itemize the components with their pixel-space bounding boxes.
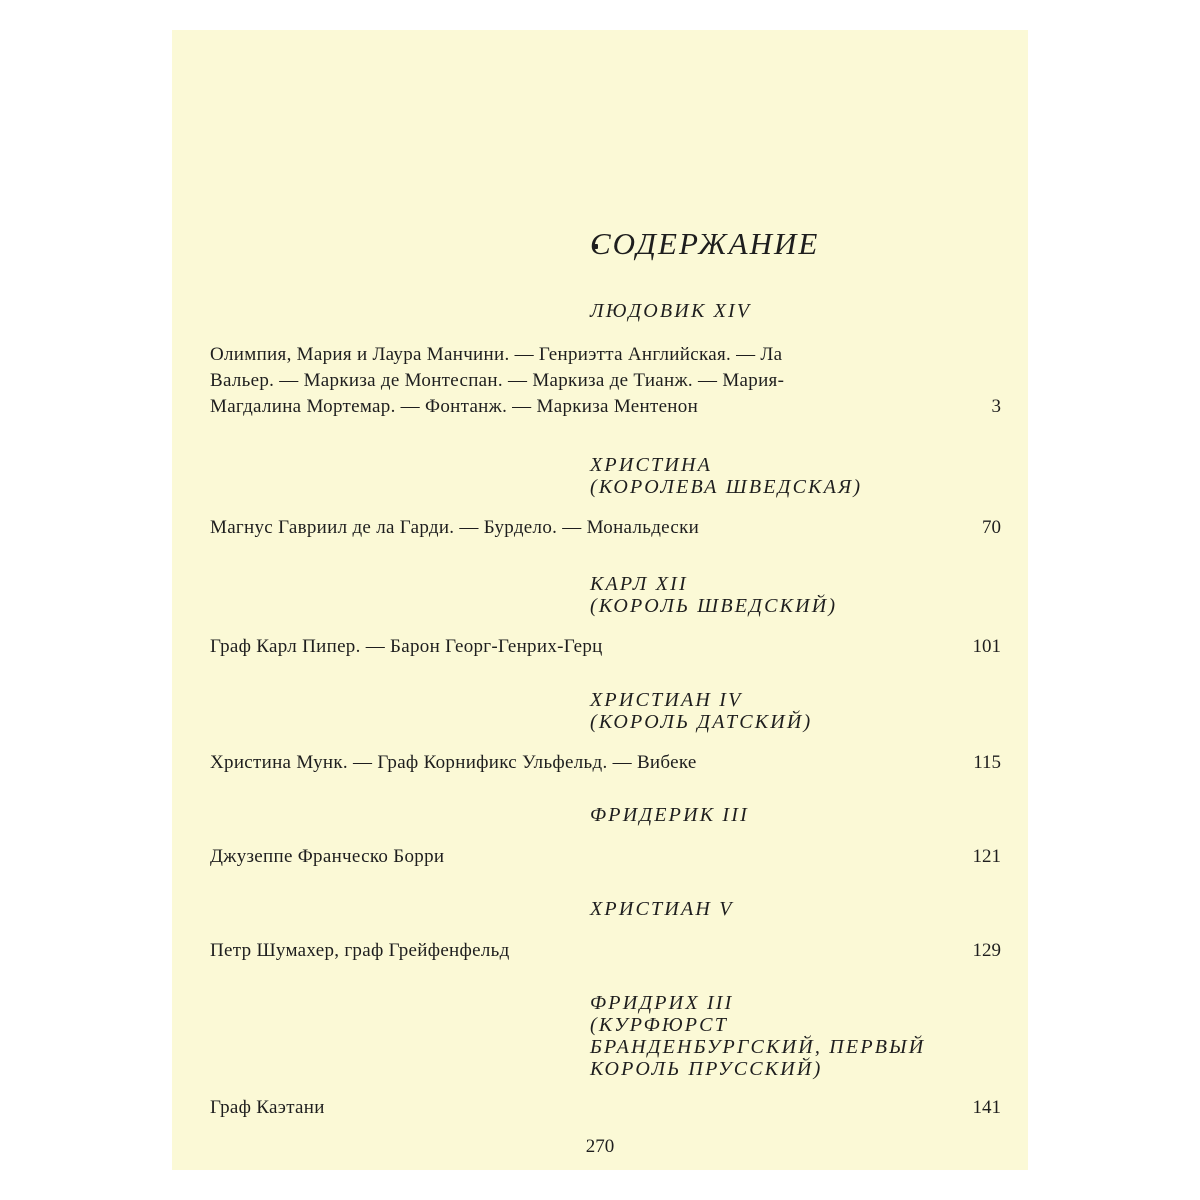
entry-line: Христина Мунк. — Граф Корнификс Ульфельд. — Вибеке: [210, 752, 697, 773]
heading-line: БРАНДЕНБУРГСКИЙ, ПЕРВЫЙ: [590, 1036, 926, 1058]
section-heading: [590, 300, 751, 322]
heading-line: ХРИСТИАН V: [590, 898, 734, 920]
entry-page-number: 70: [982, 517, 1001, 538]
entry-text: [210, 844, 444, 870]
heading-line: КАРЛ XII: [590, 573, 688, 595]
folio-page-number: 270: [585, 1136, 615, 1157]
heading-line: (КОРОЛЬ ШВЕДСКИЙ): [590, 595, 838, 617]
entry-page-number: 141: [972, 1097, 1001, 1118]
entry-text: [210, 515, 699, 541]
entry-text: [210, 1095, 325, 1121]
entry-page-number: 121: [972, 846, 1001, 867]
entry-line: Граф Карл Пипер. — Барон Георг-Генрих-Герц: [210, 636, 603, 657]
section-heading: [590, 689, 812, 733]
section-heading: [590, 992, 925, 1080]
heading-line: (КОРОЛЬ ДАТСКИЙ): [590, 711, 813, 733]
page-title: СОДЕРЖАНИЕ: [590, 226, 820, 261]
heading-line: ФРИДРИХ III: [590, 992, 734, 1014]
entry-line: Олимпия, Мария и Лаура Манчини. — Генриэтта Английская. — Ла: [210, 344, 783, 365]
entry-text: [210, 750, 697, 776]
section-heading: [590, 573, 837, 617]
section-heading: [590, 454, 862, 498]
entry-line: Магнус Гавриил де ла Гарди. — Бурдело. — Мональдески: [210, 517, 700, 538]
heading-line: ФРИДЕРИК III: [590, 804, 750, 826]
heading-line: ХРИСТИНА: [590, 454, 713, 476]
entry-line: Джузеппе Франческо Борри: [210, 846, 445, 867]
entry-page-number: 101: [972, 636, 1001, 657]
entry-line: Вальер. — Маркиза де Монтеспан. — Маркиза де Тианж. — Мария-: [210, 370, 785, 391]
heading-line: (КОРОЛЕВА ШВЕДСКАЯ): [590, 476, 863, 498]
heading-line: КОРОЛЬ ПРУССКИЙ): [590, 1058, 823, 1080]
entry-line: Петр Шумахер, граф Грейфенфельд: [210, 940, 510, 961]
entry-text: [210, 342, 784, 420]
entry-page-number: 129: [972, 940, 1001, 961]
entry-page-number: 3: [991, 396, 1001, 417]
entry-line: Магдалина Мортемар. — Фонтанж. — Маркиза Ментенон: [210, 396, 699, 417]
heading-line: ХРИСТИАН IV: [590, 689, 743, 711]
entry-text: [210, 938, 510, 964]
heading-line: ЛЮДОВИК XIV: [590, 300, 752, 322]
section-heading: [590, 898, 734, 920]
section-heading: [590, 804, 749, 826]
entry-text: [210, 634, 603, 660]
entry-line: Граф Каэтани: [210, 1097, 325, 1118]
entry-page-number: 115: [973, 752, 1001, 773]
heading-line: (КУРФЮРСТ: [590, 1014, 729, 1036]
